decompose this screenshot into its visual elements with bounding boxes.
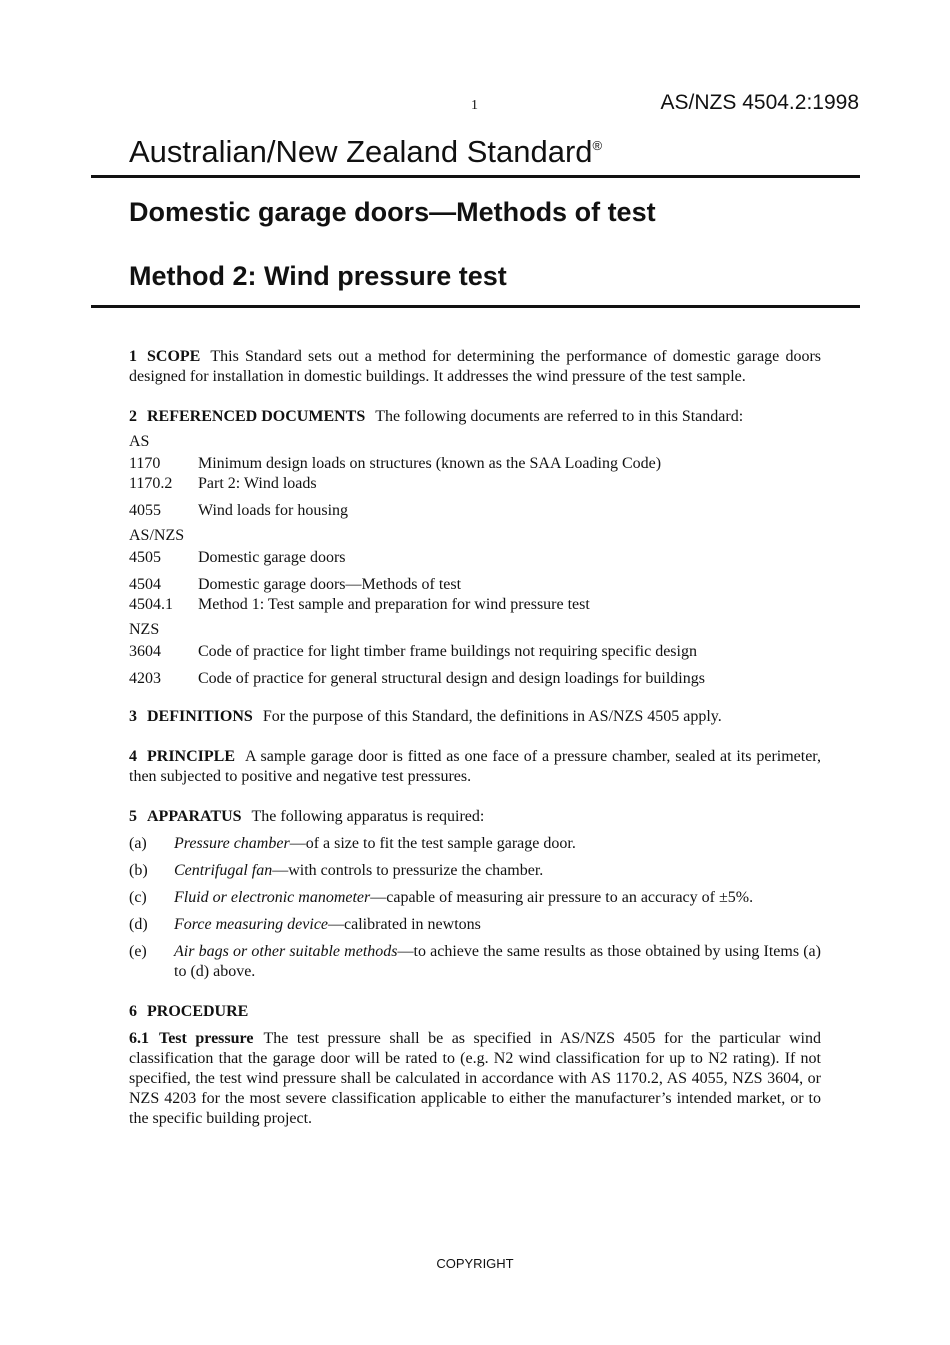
reference-category-nzs: NZS [129, 621, 160, 638]
title-divider [91, 305, 860, 308]
reference-item: 1170 Minimum design loads on structures (known as the SAA Loading Code) [129, 455, 662, 472]
reference-item: 4504.1 Method 1: Test sample and preparation for wind pressure test [129, 596, 590, 613]
apparatus-item: (c) Fluid or electronic manometer—capable of measuring air pressure to an accuracy of ±5%. [129, 889, 754, 906]
apparatus-item: (d) Force measuring device—calibrated in newtons [129, 916, 481, 933]
principle-heading: 4 PRINCIPLE [129, 748, 236, 765]
section-procedure [129, 1002, 821, 1129]
reference-group-as [129, 432, 821, 521]
page-number: 1 [471, 98, 478, 113]
reference-category-as: AS [129, 433, 150, 450]
reference-item: 1170.2 Part 2: Wind loads [129, 475, 317, 492]
reference-group-as-nzs [129, 526, 821, 615]
section-scope [129, 347, 821, 387]
test-pressure-heading: 6.1 Test pressure [129, 1030, 254, 1047]
scope-heading: 1 SCOPE [129, 348, 201, 365]
reference-category-as-nzs: AS/NZS [129, 527, 185, 544]
reference-item: 3604 Code of practice for light timber frame buildings not requiring specific design [129, 643, 697, 660]
section-principle [129, 747, 821, 787]
apparatus-heading: 5 APPARATUS [129, 808, 242, 825]
document-body [129, 347, 821, 1149]
copyright-footer: COPYRIGHT [436, 1256, 514, 1271]
procedure-heading: 6 PROCEDURE [129, 1003, 249, 1020]
standard-family-text: Australian/New Zealand Standard [129, 134, 593, 169]
reference-item: 4504 Domestic garage doors—Methods of test [129, 576, 462, 593]
reference-group-nzs [129, 620, 821, 689]
reference-item: 4505 Domestic garage doors [129, 549, 346, 566]
section-references [129, 407, 821, 689]
definitions-heading: 3 DEFINITIONS [129, 708, 253, 725]
definitions-text: For the purpose of this Standard, the definitions in AS/NZS 4505 apply. [262, 708, 722, 725]
section-definitions [129, 707, 821, 727]
top-divider [91, 175, 860, 178]
apparatus-text: The following apparatus is required: [251, 808, 485, 825]
standard-code: AS/NZS 4504.2:1998 [660, 91, 859, 114]
registered-mark: ® [592, 138, 603, 153]
document-title: Domestic garage doors—Methods of test [129, 197, 656, 227]
apparatus-item: (b) Centrifugal fan—with controls to pressurize the chamber. [129, 862, 544, 879]
reference-item: 4203 Code of practice for general structural design and design loadings for buildings [129, 670, 705, 687]
apparatus-item: (e) Air bags or other suitable methods—to achieve the same results as those obtained by using Items (a) to (d) above. [129, 943, 821, 980]
subsection-test-pressure [129, 1029, 821, 1129]
apparatus-item: (a) Pressure chamber—of a size to fit the test sample garage door. [129, 835, 576, 852]
principle-text: A sample garage door is fitted as one face of a pressure chamber, sealed at its perimeter, then subjected to positive and negative test pressures. [129, 748, 821, 785]
document-subtitle: Method 2: Wind pressure test [129, 261, 507, 291]
section-apparatus [129, 807, 821, 982]
references-text: The following documents are referred to in this Standard: [375, 408, 744, 425]
scope-text: This Standard sets out a method for determining the performance of domestic garage doors designed for installation in domestic buildings. It addresses the wind pressure of the test sample. [129, 348, 821, 385]
test-pressure-text: The test pressure shall be as specified in AS/NZS 4505 for the particular wind classification that the garage door will be rated to (e.g. N2 wind classification for up to N2 rating). If not specified, the test wind pressure shall be calculated in accordance with AS 1170.2, AS 4055, NZS 3604, or NZS 4203 for the most severe classification applicable to either the manufacturer’s intended market, or to the specific building project. [129, 1030, 822, 1127]
reference-item: 4055 Wind loads for housing [129, 502, 349, 519]
references-heading: 2 REFERENCED DOCUMENTS [129, 408, 366, 425]
standard-family-heading [129, 134, 602, 170]
